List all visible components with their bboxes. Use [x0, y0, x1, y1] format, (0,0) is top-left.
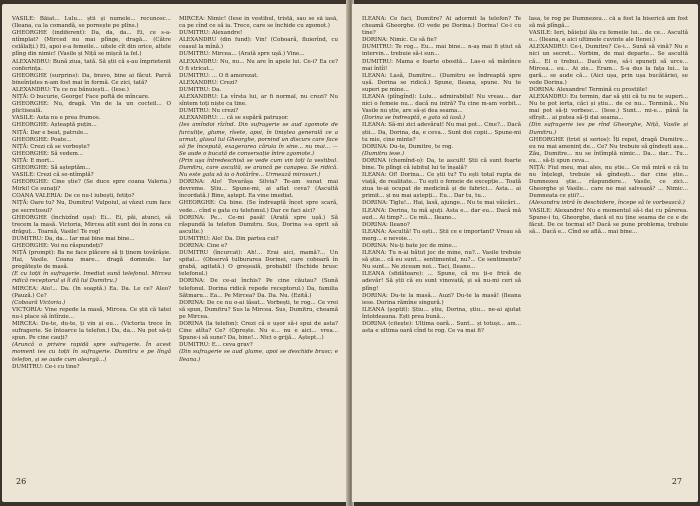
dialogue-line: (Dorina se îndreaptă, e gata să iasă.) [362, 115, 466, 122]
dialogue-line: NIȚĂ: Oare tu? Nu, Dumitru! Vulpoiul, ai văzut cum face pe secretosul? [12, 200, 171, 214]
dialogue-line: ALEXANDRU: Nu, nu... Nu are în apele lui. Ce-i? Ea ce? O fi stricat... [179, 58, 338, 72]
left-column-2 [179, 16, 338, 464]
left-page [2, 4, 348, 502]
dialogue-line: DORINA: De ce-ai închis? Pe cine căutau? (Sună telefonul. Dorina ridică repede receptorul.) Da, familia Sătmaru... Ea... Pe Mircea? Da. Da. Nu. (Ezită.) [179, 278, 338, 299]
page-number-left: 26 [16, 477, 27, 486]
dialogue-line: DUMITRU: Mama e foarte obosită... Las-o să mănînce mai întîi! [362, 58, 521, 72]
dialogue-line: MIRCEA: Alo!... Da. (In soaptă.) Ea. Da. Le ce? Aleo? (Pauză.) Ce? [12, 285, 171, 299]
dialogue-line: DUMITRU: Te rog... Eu... mai bine... n-aș mai fi știut să intervin... trebuie să-i sun... [362, 44, 521, 58]
dialogue-line: NIȚĂ: Crezi că se vorbește? [12, 143, 90, 150]
dialogue-line: (Aruncă o privire rapidă spre sufragerie. În acest moment ies cu toții în sufragerie. Dumitru e pe lîngă telefon, și se aude cum aleargă...) [12, 342, 171, 363]
dialogue-line: (Alexandru intră în deschidere, începe să le vorbească.) [529, 200, 685, 207]
dialogue-line: NIȚĂ: Dar e beat, patrule... [12, 129, 89, 136]
right-column-1 [362, 16, 521, 464]
dialogue-line: DUMITRU: Alo! Da. Din partea cui? [179, 235, 279, 242]
dialogue-line: MIRCEA: Nimic! (Iese în vestibul, tristă, sau se să iasă, ca pe cînd ce să ia. Trece, care se închide cu zgomot.) [179, 16, 338, 30]
dialogue-line: ILEANA: Dorina, tu mă ajuți. Asta e... dar eu... Dacă mă aud... Ai timp?... Ce mă... Ileano... [362, 207, 521, 221]
dialogue-line: DORINA: Ileano? [362, 221, 410, 228]
dialogue-line: (Din sufragerie se aud glume, apoi se deschide brusc; e Ileana.) [179, 349, 338, 363]
dialogue-line: DORINA: Du-te la masă... Auzi? Du-te la masă! (Ileana iese. Dorina rămîne singură.) [362, 292, 521, 306]
dialogue-line: ALEXANDRU: Tu ce nu bănuiești... (Iese.) [12, 86, 129, 93]
dialogue-line: ILEANA: Ce faci, Dumitre? Ai adormit la telefon? Te cheamă Gheorghe. (O vede pe Dorina.) Dorina! Ce-i cu tine? [362, 16, 521, 37]
dialogue-line: (Coboară Victoria.) [12, 299, 66, 306]
dialogue-line: GHEORGHE (trist și serios): Îți repet, dragă Dumitre... eu nu mai ameninț de... Ce? Nu trebuie să gîndești așa... Zău, Dumitre... nu se întîmplă nimic... Da... dar... Tu... eu... să-ți spun ceva... [529, 136, 688, 164]
dialogue-line: ILEANA: Să-mi zici adevărat! Nu mai pot... Cine?... Dacă știi... Da, Dorina, da, e ceva... Sunt doi copii... Spune-mi tu mie, cine minte? [362, 122, 521, 143]
dialogue-line: VASILE: Alexandre! Nu e momentul să-i dai cu părerea. Spune-i tu, Gheorghe, dacă el nu ține seama de ce e de făcut. De ce tocmai el? Dacă se pune problema, trebuie să... Dacă e... Cînd se află... mai bine... [529, 207, 688, 235]
dialogue-line: ILEANA: Tu n-ai bătut joc de mine, nu?... Vasile trebuie să știe... că eu sunt... sentimentul, nu?... Ce sentimente? Nu sunt... Ne ziceam noi... Taci, Ileano... [362, 250, 521, 271]
dialogue-line: DUMITRU: Da, da... Iar mai bine mai bine... [12, 235, 135, 242]
right-page-columns [362, 16, 688, 464]
dialogue-line: DORINA: Alo! Tovarășa Silvia? Te-am sunat mai devreme. Știu... Spune-mi, ai aflat ceva? (Ascultă încordată.) Bine, aștept. Ea vine imediat. [179, 179, 338, 200]
dialogue-line: MIRCEA: Du-te, du-te, ți vin și eu... (Victoria trece în sufragerie. Se întoarce la telefon.) Da, da... Nu pot să-ți spun. Pe cine cauți? [12, 321, 171, 342]
dialogue-line: DORINA (la telefon): Crezi că e ușor să-i spui de asta? Cine atîta? Ce? (Oprește. Nu e... nu e aici... vrea... Spune-i să sune? Da, bine!... Nici o grijă... Aștept...) [179, 321, 338, 342]
dialogue-line: GHEORGHE: Poate... [12, 136, 72, 143]
dialogue-line: COANA VALERIA: De ce nu-l iubești, fetițo? [12, 193, 135, 200]
dialogue-line: (Din sufragerie ies pe rînd Gheorghe, Niță, Vasile și Dumitru.) [529, 122, 688, 136]
dialogue-line: ILEANA: Of! Dorina... Ce știi tu? Tu ești total rupta de viață, de realitate... Tu ești o femeie de excepție... Toată ziua te-ai ocupat de medicină și de fabrici... Asta... ai primit... și nu mai aștepți... Eu... Dar tu, tu... [362, 172, 521, 200]
dialogue-line: DORINA (citește): Ultima oară... Sunt... și totuși... am... asta e ultima oară cînd te rog. Ce va mai fi? [362, 321, 521, 335]
dialogue-line: DORINA: Cine e? [179, 243, 228, 249]
dialogue-line: GHEORGHE: Să vedem... [12, 150, 84, 157]
dialogue-line: GHEORGHE: Voi nu răspundeți? [12, 243, 103, 249]
dialogue-line: VASILE: Asta nu e prea frumos. [12, 115, 101, 122]
dialogue-line: NIȚĂ: O bucurie, George! Face poftă de mîncare. [12, 94, 150, 101]
left-page-columns [12, 16, 338, 464]
dialogue-line: GHEORGHE (închizînd ușa): Ei... Ei, păi, atunci, să trecem la masă. Victoria, Mircea atît sunt doi în zona cu drăguț... Toarnă, Vasile! Te rog! [12, 214, 171, 235]
dialogue-line: GHEORGHE (indiferent): Da, da, da... Ei, ce s-a-ntîmplat? (Mirced nu mai plînge, dragă... (Către celălalți.) Ei, apoi e-a femeile... uitele cît din orice, altele plîng din nimic! (Vasile și Niță se mișcă la fel.) [12, 30, 171, 58]
dialogue-line: DORINA: Du-te, Dumitre, te rog. [362, 143, 454, 150]
dialogue-line: ILEANA (șoptit): Știu... știu, Dorina, știu... ne-ai ajutat întotdeauna. Ești prea bună... [362, 306, 521, 320]
dialogue-line: DUMITRU: E... ceva grav? [179, 342, 253, 349]
dialogue-line: DUMITRU: ... O fi amorezat. [179, 72, 259, 79]
dialogue-line: GHEORGHE: Cine știe? (Se duce spre coana Valeria.) Mirki! Ce sunați? [12, 179, 171, 193]
dialogue-line: GHEORGHE (surprins): Da, bravo, bine ai făcut. Parcă bineînțeles n-am fost mai în formă. Ce zici, tată? [12, 72, 171, 86]
dialogue-line: ALEXANDRU: ... că se supără patrușor. [179, 115, 289, 122]
right-column-2 [529, 16, 688, 464]
dialogue-line: DORINA: Tiglu!... Hai, lasă, ajunge... Nu te mai văicări... [362, 200, 521, 207]
left-column-1 [12, 16, 171, 464]
dialogue-line: ALEXANDRU: La vîrsta lui, ar fi normal, nu crezi? Nu sîntem toți niște ca tine. [179, 94, 338, 108]
dialogue-line: DUMITRU: Alexandre! [179, 30, 243, 37]
dialogue-line: GHEORGHE: Cu bine. (Se îndreaptă încet spre scară, vede... cînd e gata cu telefonul.) Dar ce faci aici? [179, 200, 338, 214]
dialogue-line: GHEORGHE: Să așteptăm... [12, 164, 91, 171]
dialogue-line: ILEANA: Ascultă! Tu ești... Știi ce e important? Vreau să merg... e nevoie... [362, 228, 521, 242]
dialogue-line: DUMITRU: Da. [179, 86, 222, 93]
dialogue-line: ILEANA (sfidătoare): ... Spune, că nu ți-e frică de adevăr! Să știi că eu sunt vinovată, și să nu-mi ceri să plîng! [362, 271, 521, 292]
dialogue-line: DORINA: Nimic. Ce să fie? [362, 37, 437, 44]
dialogue-line: lasa, te rog pe Dumnezeu... că a fost la biserică am fost să mă plîngă... [529, 16, 688, 30]
dialogue-line: DORINA: Alexandre! Termină cu prostiile! [529, 86, 648, 93]
dialogue-line: DORINA: Pe... Ce-mi pasă! (Arată spre ușă.) Să răspundă la telefon Dumitru. Sus, Dorina s-a oprit să asculte.) [179, 214, 338, 235]
dialogue-line: (Ies amîndoi rîzînd. Din sufragerie se aud zgomote de furculițe, glume, rîsete, apoi, în liniștea generală ce a urmat, glasul lui Gheorghe, pornind un discurs care face să fie începută, exagerarea căruia în sine... nu mai... — Se aude o bucată de conversație între zgomote.) [179, 122, 338, 157]
dialogue-line: VICTORIA: Vine repede la masă, Mircea. Ce știi că tatei nu-i place să întîrzie... [12, 306, 171, 320]
page-number-right: 27 [671, 477, 682, 486]
dialogue-line: GHEORGHE: Așteaptă puțin... [12, 122, 97, 129]
dialogue-line: DORINA: Nu-ți bate joc de mine... [362, 243, 457, 249]
dialogue-line: VASILE: Ieri, băiețul ăla cu femeile lui... de ce... Ascultă o... (Ileana, e aici ultimele cuvinte ale Ilenei.) [529, 30, 688, 44]
dialogue-line: ALEXANDRU: Crezi? [179, 79, 238, 86]
dialogue-line: (E cu toții în sufragerie. Imediat sună telefonul. Mircea ridică receptorul și îl dă lui Dumitru.) [12, 271, 171, 285]
dialogue-line: (Dumitru iese.) [362, 150, 405, 157]
dialogue-line: DUMITRU (încurcat): Ah!... Erai aici, mamă?... Un spital... (Observă tulburarea Dorinei, care coboară în grabă, agitată.) O greșeală, probabil! (Închide brusc telefonul.) [179, 250, 338, 278]
dialogue-line: NIȚĂ: Fiul meu, mai ales, nu știe... Ce mă miră e că tu nu înțelegi, trebuie să gîndești... dar cine știe... Dumnezeu știe... răspundere... Vasile, ce zici... Gheorghe și Vasile... care ne mai salvează? ... Nimic... Dumneata ce știi?... [529, 164, 688, 200]
dialogue-line: DUMITRU: Ce-i cu tine? [12, 363, 80, 370]
dialogue-line: DUMITRU: Nu crezi? [179, 108, 239, 115]
dialogue-line: ALEXANDRU (din fund): Vin! (Coboară, fluierînd, cu ceasul la mînă.) [179, 37, 338, 51]
right-page [352, 4, 698, 502]
dialogue-line: VASILE: Băiat... Lulu... știi și numele... recunosc... (Ileana, ca la comandă, se pornește pe plîns.) [12, 16, 171, 30]
dialogue-line: NIȚĂ (prompt): Ba ne face plăcere să ți ținem tovărășie. Hai, Vasile. Coana mare... dragă domnule. Iar pregătește de masă. [12, 250, 171, 271]
dialogue-line: DORINA (chemînd-o): Da, te ascult! Știi că sunt foarte bine. Te plîngi că iubitul lui te înșală? [362, 157, 521, 171]
dialogue-line: VASILE: Crezi că se-ntîmplă? [12, 172, 94, 179]
dialogue-line: ILEANA: Lasă, Dumitre... (Dumitru se îndreaptă spre ușă. Dorina se ridică.) Spune, Ileana, spune. Nu te superi pe mine... [362, 72, 521, 93]
dialogue-line: ALEXANDRU: Ce-i, Dumitre? Ce-i... Sună să vină? Nu e nici un secret... Vorbim, de mai departe... Se ascultă că... El o trebui... Dacă vine, să-i spuneți să urce... Mircea... eu... Ai zis... Eram... S-a dus la fața lui... la gară... se aude că... (Aici ușa, prin ușa bucătăriei, se vede Dorina.) [529, 44, 688, 86]
dialogue-line: DORINA: De ce nu o-ai lăsat... Vorbești, te rog... Ce vrei să spun, Dumitru? Sus la Mircea. Sus, Dumitru, cheamă pe Mircea. [179, 299, 338, 320]
dialogue-line: NIȚĂ: E mort... [12, 157, 55, 164]
dialogue-line: DUMITRU: Mircea... (Arată spre ușă.) Vine... [179, 51, 305, 58]
dialogue-line: ALEXANDRU: Bună ziua, tată. Să știi că s-au împrietenit conferința. [12, 58, 171, 72]
dialogue-line: ILEANA (plîngînd): Lulu... admirabilul! Nu vreau... dar nici o femeie nu... dacă nu intră? Tu cine m-am vorbit... Vasile nu știe, are să-și dea seama... [362, 94, 521, 115]
dialogue-line: GHEORGHE: Nu, dragă. Vin de la un cocteil... O plictiseală. [12, 101, 171, 115]
dialogue-line: ALEXANDRU: Eu termin, dar să știi că tu nu te superi... Nu te pot ierta, căci și știu... de ce nu... Termină... Nu mai pot să-ți vorbesc... (Iese.) Sunt... mi-e... până la sfîrșit... ai putea să-ți dai seama... [529, 94, 688, 122]
dialogue-line: (Prin ușa întredeschisă se vede cum vin toți la vestibul. Dumitru, care ascultă, se aruncă pe canapea. Se ridică. Nu este gata să ia o hotărîre... Urmează mirosuri.) [179, 157, 338, 179]
